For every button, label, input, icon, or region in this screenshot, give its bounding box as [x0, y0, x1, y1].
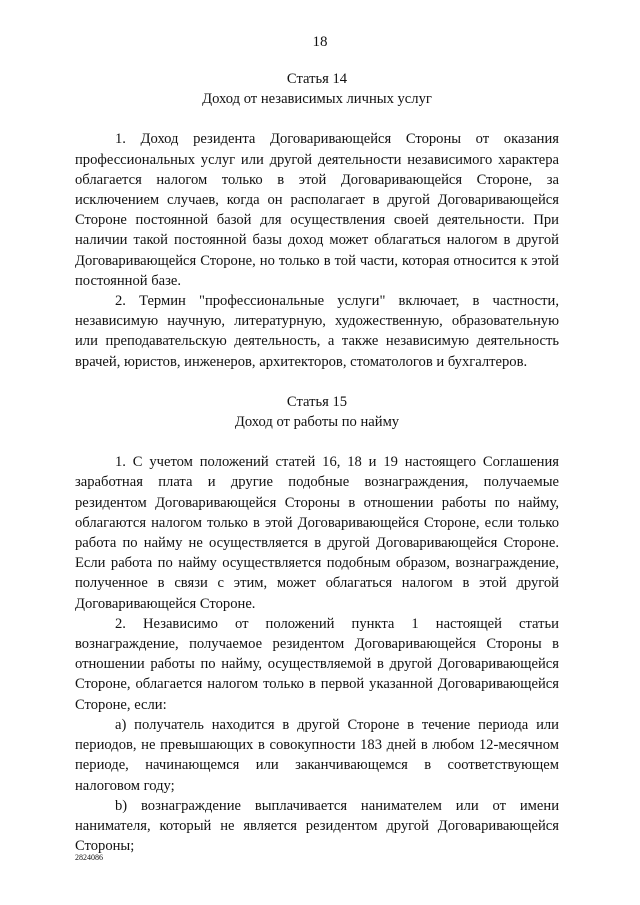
- article-14-paragraph-1: 1. Доход резидента Договаривающейся Стороны от оказания профессиональных услуг или другой деятельности независимого характера облагается налогом только в этой Договаривающейся Стороне, за исключением случаев, когда он располагает в другой Договаривающейся Стороне постоянной базой для осуществления своей деятельности. При наличии такой постоянной базы доход может облагаться налогом в другой Договаривающейся Стороне, но только в той части, которая относится к этой постоянной базе.: [75, 131, 559, 289]
- article-15-number: Статья 15: [286, 393, 348, 410]
- article-15-paragraph-1: 1. С учетом положений статей 16, 18 и 19 настоящего Соглашения заработная плата и другие подобные вознаграждения, получаемые резидентом Договаривающейся Стороны в отношении работы по найму, облагаются налогом только в этой Договаривающейся Стороне, если только работа по найму не осуществляется в другой Договаривающейся Стороне. Если работа по найму осуществляется подобным образом, вознаграждение, полученное в связи с этим, может облагаться налогом в этой другой Договаривающейся Стороне.: [75, 454, 559, 612]
- article-15-subitem-b: b) вознаграждение выплачивается нанимателем или от имени нанимателя, который не является резидентом другой Договаривающейся Стороны;: [75, 797, 559, 855]
- article-15-paragraph-2: 2. Независимо от положений пункта 1 настоящей статьи вознаграждение, получаемое резидентом Договаривающейся Стороны в отношении работы по найму, осуществляемой в другой Договаривающейся Стороне, облагается налогом только в первой указанной Договаривающейся Стороне, если:: [75, 615, 559, 713]
- article-15: [75, 392, 559, 856]
- document-code: 2824086: [75, 853, 103, 862]
- article-14-paragraph-2: 2. Термин "профессиональные услуги" включает, в частности, независимую научную, литературную, художественную, образовательную или преподавательскую деятельность, а также независимую деятельность врачей, юристов, инженеров, архитекторов, стоматологов и бухгалтеров.: [75, 293, 559, 370]
- article-15-subitem-a: a) получатель находится в другой Стороне в течение периода или периодов, не превышающих в совокупности 183 дней в любом 12-месячном периоде, начинающемся или заканчивающемся в соответствующем налоговом году;: [75, 716, 559, 794]
- article-15-title: Доход от работы по найму: [234, 414, 400, 431]
- document-body: [75, 69, 559, 856]
- article-14-title: Доход от независимых личных услуг: [202, 91, 432, 108]
- article-14: [75, 69, 559, 372]
- article-14-number: Статья 14: [286, 71, 348, 87]
- page-number: 18: [312, 34, 328, 50]
